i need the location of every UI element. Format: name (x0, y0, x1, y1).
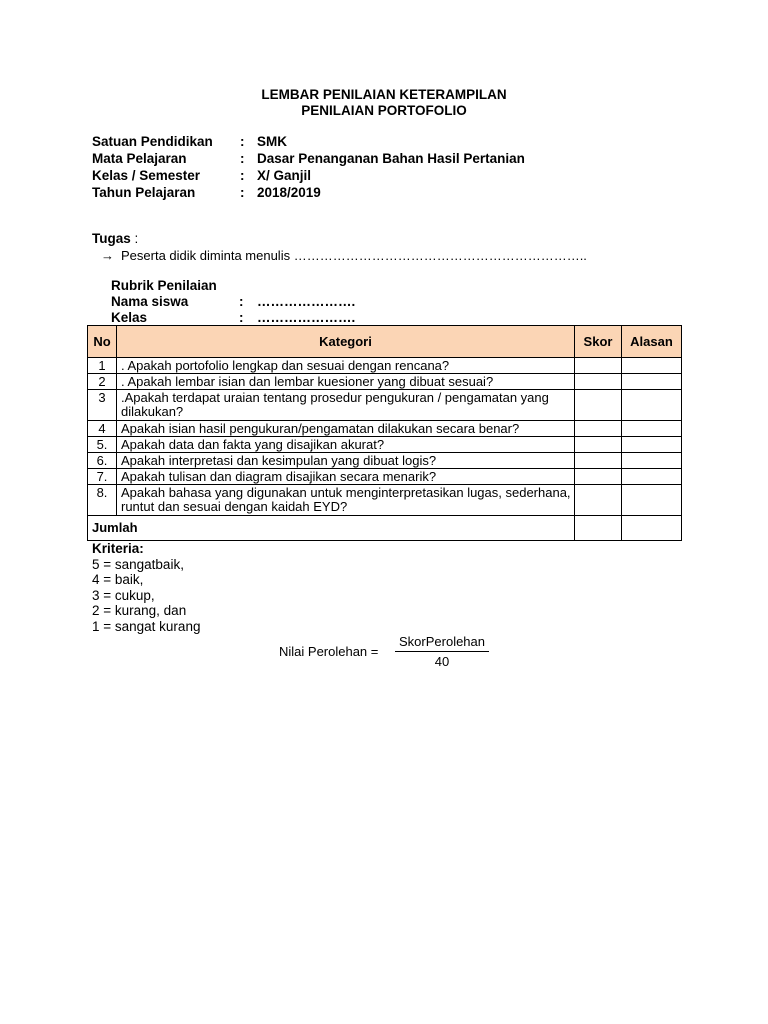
page-title-line1: LEMBAR PENILAIAN KETERAMPILAN (261, 87, 507, 102)
info-row-satuan (92, 133, 525, 150)
info-row-tahun (92, 184, 525, 201)
table-header-row (88, 326, 682, 358)
row-skor-cell[interactable] (575, 453, 622, 469)
row-kategori: . Apakah lembar isian dan lembar kuesioner yang dibuat sesuai? (117, 374, 575, 390)
kelas-label: Kelas (111, 310, 148, 325)
row-alasan-cell[interactable] (622, 453, 682, 469)
row-alasan-cell[interactable] (622, 421, 682, 437)
row-kategori: Apakah interpretasi dan kesimpulan yang dibuat logis? (117, 453, 575, 469)
row-no: 2 (88, 374, 117, 390)
info-label: Satuan Pendidikan (92, 134, 213, 149)
row-no: 7. (88, 469, 117, 485)
info-label: Tahun Pelajaran (92, 185, 196, 200)
table-row (88, 437, 682, 453)
tugas-suffix: : (130, 231, 139, 246)
page-title-line2: PENILAIAN PORTOFOLIO (301, 103, 467, 118)
table-row (88, 358, 682, 374)
row-skor-cell[interactable] (575, 390, 622, 421)
table-row (88, 374, 682, 390)
rubric-table (87, 325, 682, 541)
row-kategori: .Apakah terdapat uraian tentang prosedur pengukuran / pengamatan yang dilakukan? (117, 390, 575, 421)
table-row (88, 453, 682, 469)
row-no: 5. (88, 437, 117, 453)
info-value: Dasar Penanganan Bahan Hasil Pertanian (257, 151, 525, 166)
row-alasan-cell[interactable] (622, 437, 682, 453)
row-no: 1 (88, 358, 117, 374)
nama-colon: : (239, 294, 244, 309)
row-skor-cell[interactable] (575, 358, 622, 374)
header-alasan: Alasan (622, 326, 682, 358)
row-no: 6. (88, 453, 117, 469)
table-row (88, 485, 682, 516)
kelas-colon: : (239, 310, 244, 325)
info-label: Mata Pelajaran (92, 151, 187, 166)
kriteria-item: 3 = cukup, (92, 587, 155, 603)
table-row (88, 390, 682, 421)
row-no: 8. (88, 485, 117, 516)
row-kategori: . Apakah portofolio lengkap dan sesuai dengan rencana? (117, 358, 575, 374)
row-kategori: Apakah isian hasil pengukuran/pengamatan dilakukan secara benar? (117, 421, 575, 437)
nama-label: Nama siswa (111, 294, 189, 309)
row-skor-cell[interactable] (575, 437, 622, 453)
rubrik-heading: Rubrik Penilaian (111, 278, 217, 293)
arrow-right-icon: → (101, 248, 114, 263)
row-skor-cell[interactable] (575, 421, 622, 437)
rubrik-kelas-row (111, 310, 355, 326)
header-kategori: Kategori (117, 326, 575, 358)
tugas-heading (92, 231, 138, 246)
rubrik-block (111, 278, 355, 326)
row-alasan-cell[interactable] (622, 485, 682, 516)
total-alasan-cell[interactable] (622, 516, 682, 541)
kelas-value: …………………. (257, 310, 356, 325)
header-skor: Skor (575, 326, 622, 358)
header-no: No (88, 326, 117, 358)
info-value: SMK (257, 134, 287, 149)
row-no: 3 (88, 390, 117, 421)
kriteria-item: 5 = sangatbaik, (92, 556, 184, 572)
table-total-row (88, 516, 682, 541)
info-value: 2018/2019 (257, 185, 321, 200)
formula-denominator: 40 (434, 654, 450, 669)
rubrik-nama-row (111, 294, 355, 310)
row-alasan-cell[interactable] (622, 358, 682, 374)
table-row (88, 421, 682, 437)
row-alasan-cell[interactable] (622, 469, 682, 485)
tugas-text: Peserta didik diminta menulis ………………………………………………………….. (121, 248, 587, 263)
total-label: Jumlah (88, 516, 575, 541)
tugas-item (101, 248, 587, 263)
row-skor-cell[interactable] (575, 485, 622, 516)
row-alasan-cell[interactable] (622, 390, 682, 421)
info-colon: : (240, 168, 245, 183)
info-colon: : (240, 134, 245, 149)
tugas-label: Tugas (92, 231, 131, 246)
kriteria-item: 1 = sangat kurang (92, 618, 201, 634)
info-row-kelas (92, 167, 525, 184)
total-skor-cell[interactable] (575, 516, 622, 541)
info-row-mapel (92, 150, 525, 167)
info-label: Kelas / Semester (92, 168, 201, 183)
kriteria-item: 4 = baik, (92, 572, 144, 587)
row-no: 4 (88, 421, 117, 437)
nama-value: …………………. (257, 294, 356, 309)
kriteria-heading: Kriteria: (92, 541, 144, 556)
row-kategori: Apakah data dan fakta yang disajikan akurat? (117, 437, 575, 453)
row-kategori: Apakah bahasa yang digunakan untuk menginterpretasikan lugas, sederhana, runtut dan sesuai dengan kaidah EYD? (117, 485, 575, 516)
kriteria-block (92, 541, 200, 634)
info-value: X/ Ganjil (257, 168, 312, 183)
formula-label: Nilai Perolehan = (279, 644, 379, 659)
formula-fraction (395, 634, 489, 669)
table-row (88, 469, 682, 485)
info-colon: : (240, 185, 245, 200)
identity-block (92, 133, 525, 201)
info-colon: : (240, 151, 245, 166)
kriteria-item: 2 = kurang, dan (92, 603, 187, 618)
row-skor-cell[interactable] (575, 469, 622, 485)
row-kategori: Apakah tulisan dan diagram disajikan secara menarik? (117, 469, 575, 485)
formula-numerator: SkorPerolehan (395, 634, 489, 652)
row-alasan-cell[interactable] (622, 374, 682, 390)
row-skor-cell[interactable] (575, 374, 622, 390)
